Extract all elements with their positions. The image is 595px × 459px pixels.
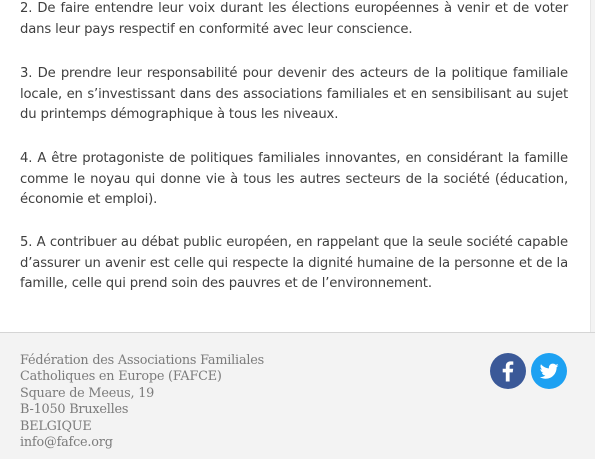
facebook-button[interactable] bbox=[490, 353, 526, 389]
address-street: Square de Meeus, 19 bbox=[20, 385, 155, 401]
article-paragraph-5: 5. A contribuer au débat public européen, en rappelant que la seule société capable d’assurer un avenir est celle qui respecte la dignité humaine de la personne et de la famille, celle qui prend soin des pauvres et de l’environnement. bbox=[20, 235, 568, 291]
article-paragraph-3: 3. De prendre leur responsabilité pour devenir des acteurs de la politique familiale locale, en s’investissant dans des associations familiales et en sensibilisant au sujet du printemps démographique à tous les niveaux. bbox=[20, 66, 568, 122]
twitter-button[interactable] bbox=[531, 353, 567, 389]
scrollbar-track[interactable] bbox=[590, 0, 595, 333]
footer-address bbox=[20, 353, 264, 451]
address-country: BELGIQUE bbox=[20, 418, 92, 434]
article-paragraph-2: 2. De faire entendre leur voix durant les élections européennes à venir et de voter dans leur pays respectif en conformité avec leur conscience. bbox=[20, 1, 568, 37]
page-footer bbox=[0, 333, 595, 459]
address-organization: Fédération des Associations Familiales bbox=[20, 353, 265, 368]
contact-email-link[interactable]: info@fafce.org bbox=[20, 435, 113, 451]
address-city: B-1050 Bruxelles bbox=[20, 402, 129, 418]
facebook-icon bbox=[490, 353, 526, 389]
article-paragraph-4: 4. A être protagoniste de politiques familiales innovantes, en considérant la famille comme le noyau qui donne vie à tous les autres secteurs de la société (éducation, économie et emploi). bbox=[20, 151, 568, 207]
address-organization-cont: Catholiques en Europe (FAFCE) bbox=[20, 369, 222, 385]
twitter-icon bbox=[531, 353, 567, 389]
